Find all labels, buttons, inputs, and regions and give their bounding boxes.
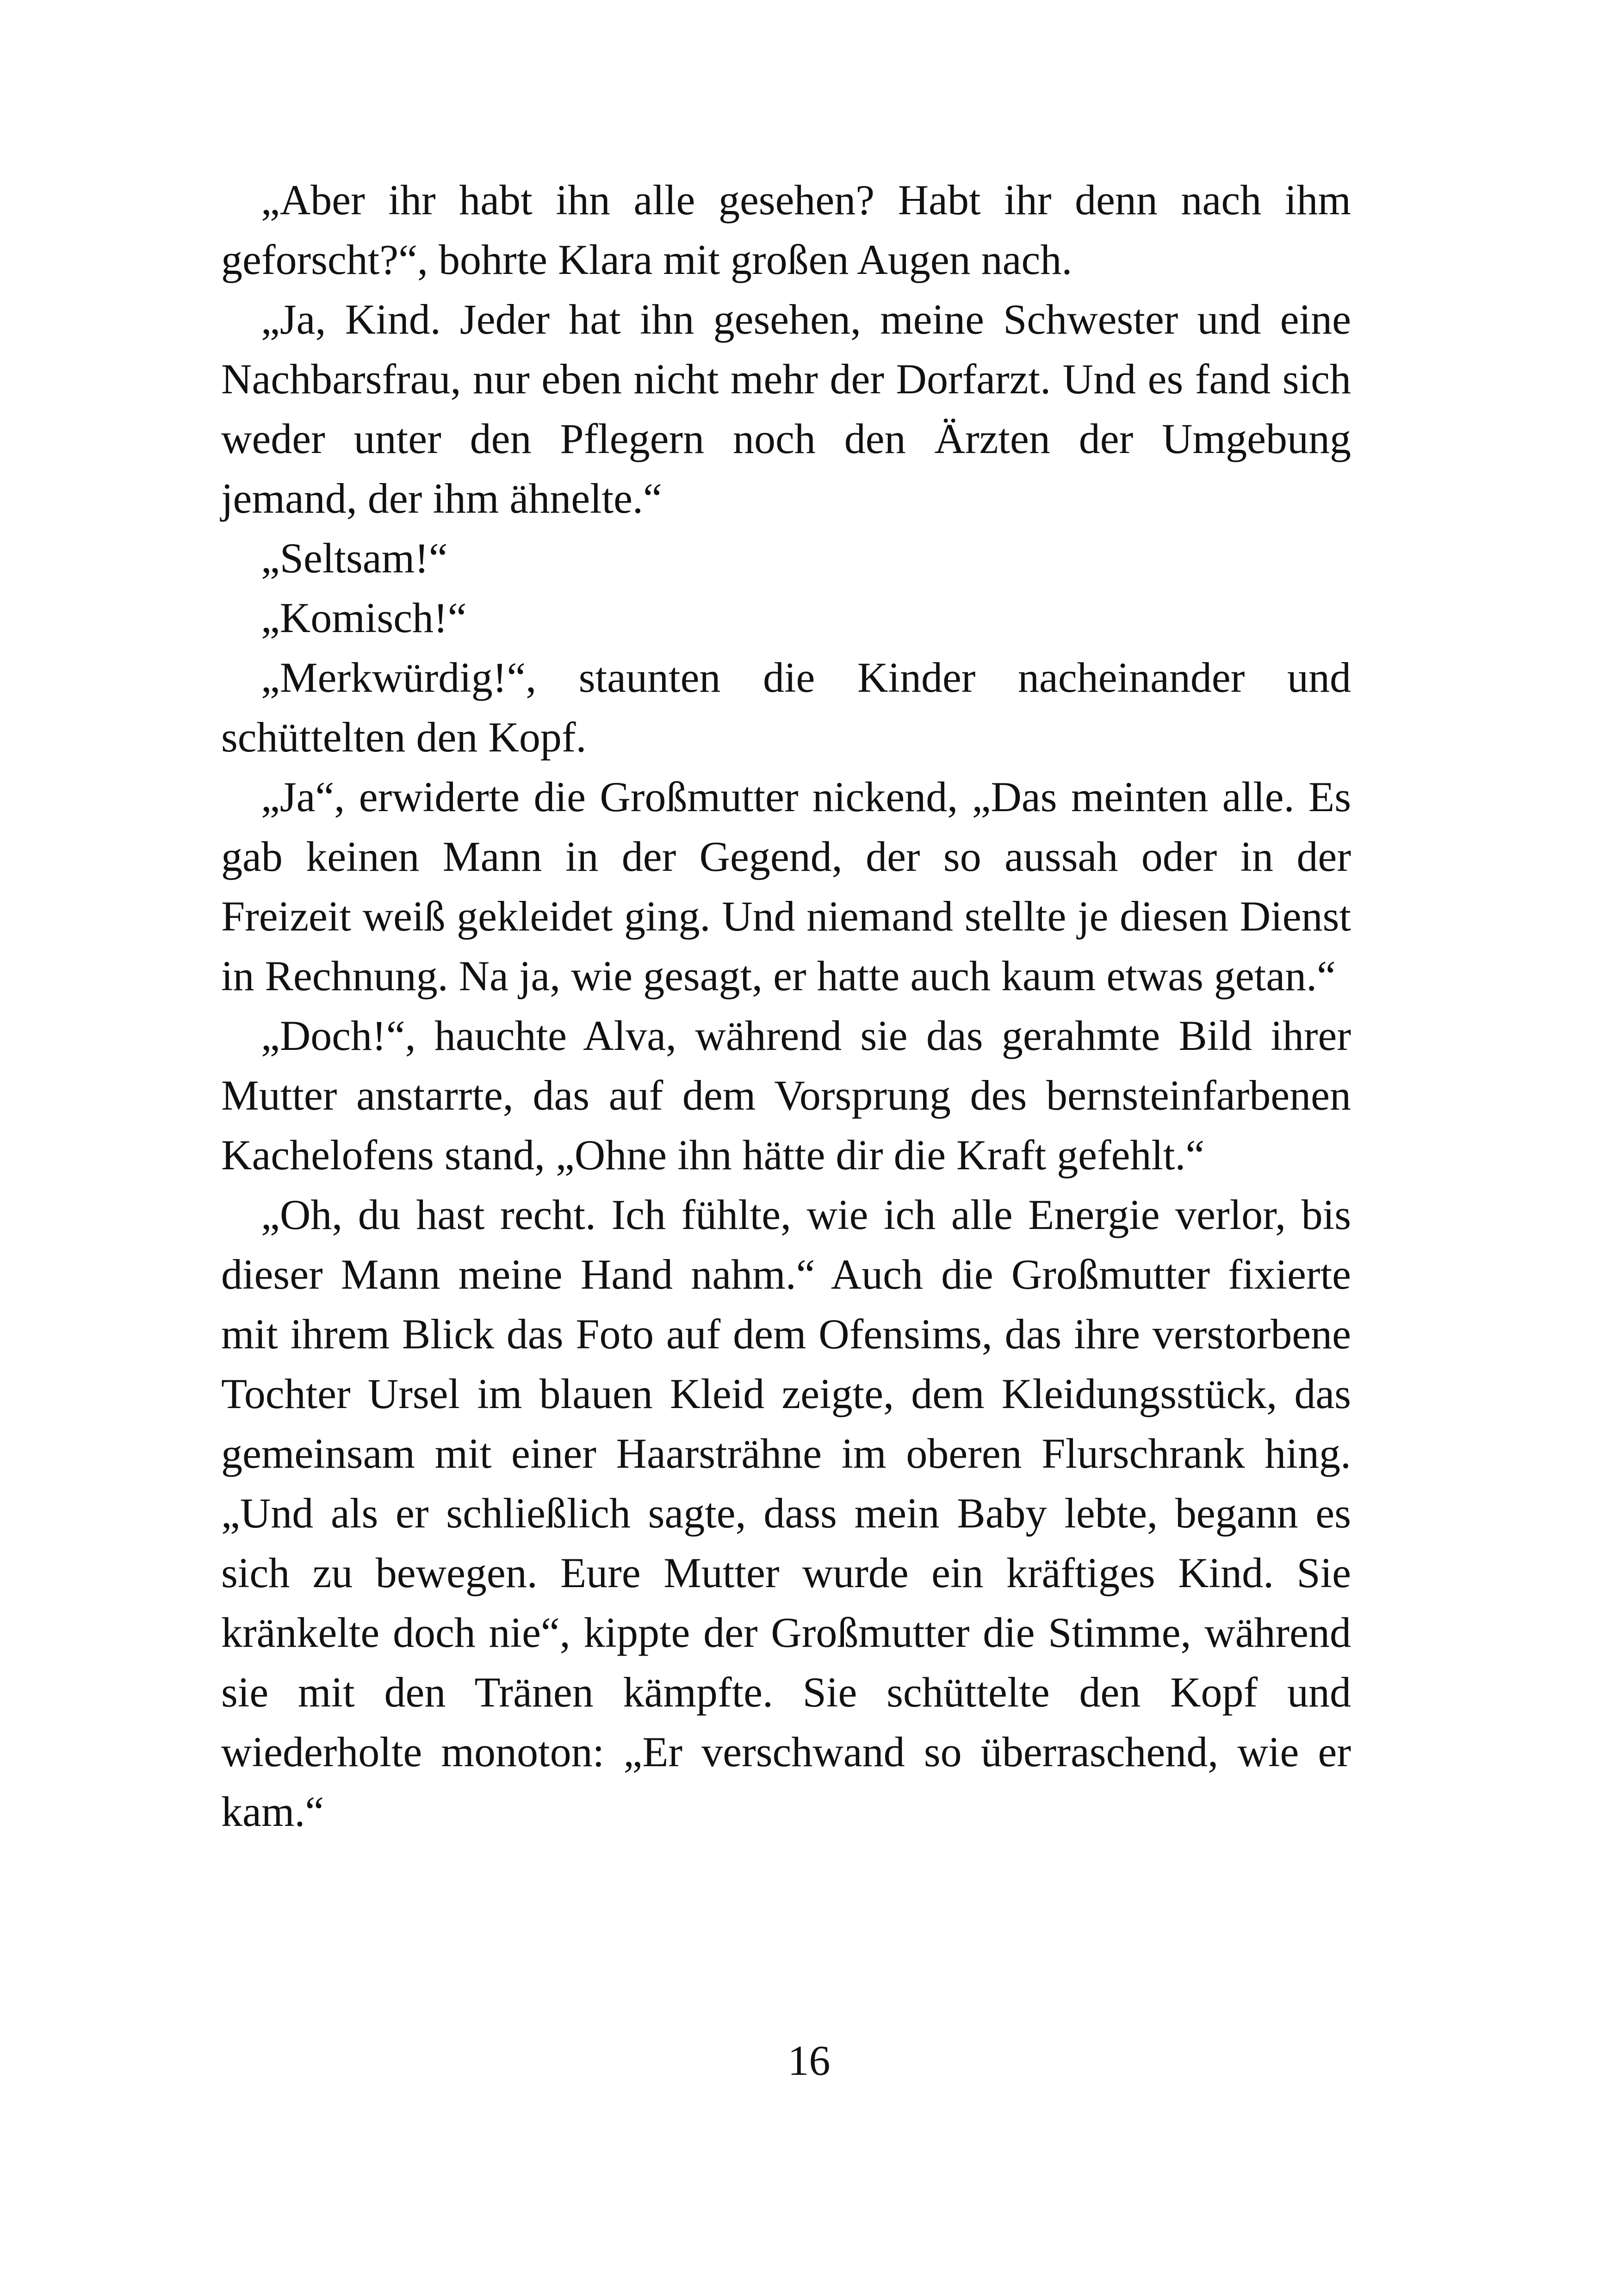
paragraph-komisch: „Komisch!“ [261, 594, 467, 641]
paragraph-merkwuerdig: „Merkwürdig!“, staunten die Kinder nacheinander und schüttelten den Kopf. [221, 654, 1351, 761]
paragraph-alva: „Doch!“, hauchte Alva, während sie das gerahmte Bild ihrer Mutter anstarrte, das auf dem Vorsprung des bernsteinfarbenen Kachelofens stand, „Ohne ihn hätte dir die Kraft gefehlt.“ [221, 1012, 1351, 1179]
paragraph-grandmother-nodding: „Ja“, erwiderte die Großmutter nickend, „Das meinten alle. Es gab keinen Mann in der Gegend, der so aussah oder in der Freizeit weiß gekleidet ging. Und niemand stellte je diesen Dienst in Rechnung. Na ja, wie gesagt, er hatte auch kaum etwas getan.“ [221, 773, 1351, 999]
paragraph-klara-question: „Aber ihr habt ihn alle gesehen? Habt ihr denn nach ihm geforscht?“, bohrte Klara mit großen Augen nach. [221, 176, 1351, 283]
page-number: 16 [787, 2037, 831, 2084]
paragraph-grandmother-answer: „Ja, Kind. Jeder hat ihn gesehen, meine Schwester und eine Nachbarsfrau, nur eben nicht mehr der Dorfarzt. Und es fand sich weder unter den Pflegern noch den Ärzten der Umgebung jemand, der ihm ähnelte.“ [221, 296, 1351, 522]
paragraph-grandmother-memory: „Oh, du hast recht. Ich fühlte, wie ich alle Energie verlor, bis dieser Mann meine Hand nahm.“ Auch die Großmutter fixierte mit ihrem Blick das Foto auf dem Ofensims, das ihre verstorbene Tochter Ursel im blauen Kleid zeigte, dem Kleidungsstück, das gemeinsam mit einer Haarsträhne im oberen Flurschrank hing. „Und als er schließlich sagte, dass mein Baby lebte, begann es sich zu bewegen. Eure Mutter wurde ein kräftiges Kind. Sie kränkelte doch nie“, kippte der Großmutter die Stimme, während sie mit den Tränen kämpfte. Sie schüttelte den Kopf und wiederholte monoton: „Er verschwand so überraschend, wie er kam.“ [221, 1191, 1351, 1835]
paragraph-seltsam: „Seltsam!“ [261, 534, 448, 582]
body-text [221, 170, 1351, 1842]
